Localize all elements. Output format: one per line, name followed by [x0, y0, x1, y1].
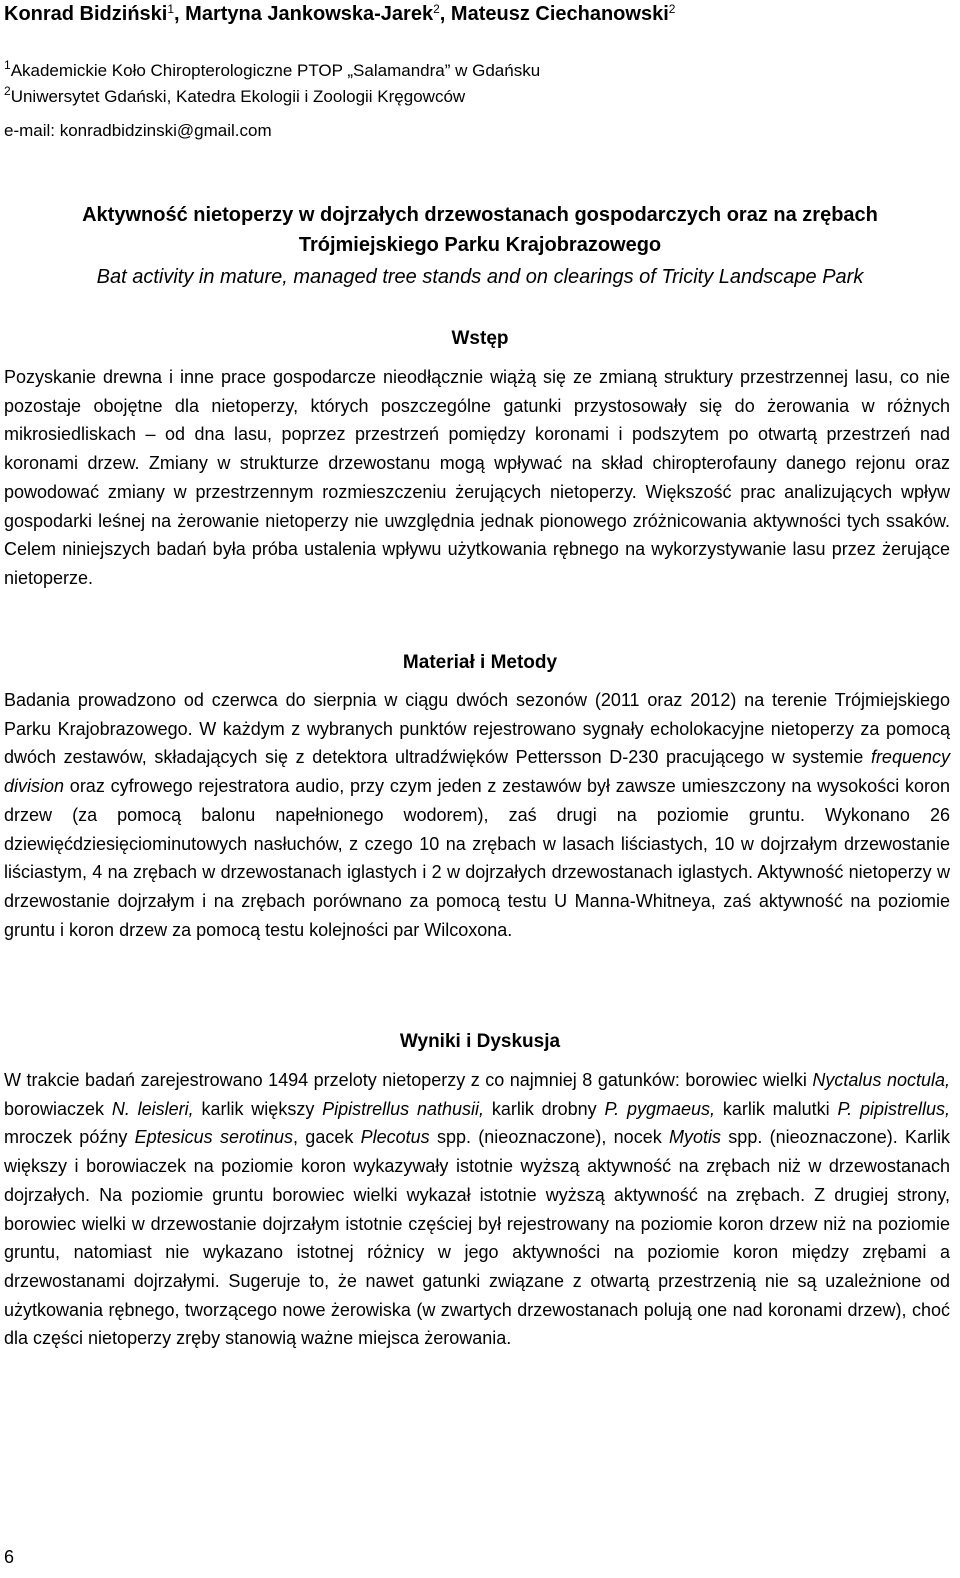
author-name: Martyna Jankowska-Jarek [185, 3, 434, 25]
text-run: W trakcie badań zarejestrowano 1494 przeloty nietoperzy z co najmniej 8 gatunków: borowiec wielki [4, 1070, 813, 1090]
affiliation-marker: 1 [4, 58, 11, 72]
text-run: , gacek [293, 1127, 361, 1148]
text-run: karlik malutki [715, 1098, 838, 1119]
species-name: Plecotus [360, 1127, 430, 1148]
species-name: Myotis [669, 1127, 722, 1148]
affiliation-marker: 2 [4, 84, 11, 98]
english-title: Bat activity in mature, managed tree stands and on clearings of Tricity Landscape Park [96, 266, 864, 288]
affiliation-marker: 2 [433, 2, 440, 16]
section-heading-results: Wyniki i Dyskusja [399, 1031, 561, 1052]
affiliation-1 [4, 60, 540, 82]
affiliation-marker: 1 [167, 2, 175, 16]
italic-term: frequency division [4, 747, 950, 797]
text-run: borowiaczek [4, 1098, 112, 1119]
text-run: spp. (nieoznaczone). Karlik większy i borowiaczek na poziomie koron wykazywały istotnie wyższą aktywność na zrębach niż w drzewostanach dojrzałych. Na poziomie gruntu borowiec wielki wykazał istotnie wyższą aktywność na zrębach. Z drugiej strony, borowiec wielki w drzewostanie dojrzałym istotnie częściej był rejestrowany na poziomie koron drzew niż na poziomie gruntu, natomiast nie wykazano istotnej różnicy w jego aktywności na poziomie koron między zrębami a drzewostanami dojrzałymi. Sugeruje to, że nawet gatunki związane z otwartą przestrzenią nie są uzależnione od użytkowania rębnego, tworzącego nowe żerowiska (w zwartych drzewostanach polują one nad koronami drzew), choć dla części nietoperzy zręby stanowią ważne miejsca żerowania. [4, 1127, 951, 1349]
author-separator: , [174, 3, 186, 25]
species-name: N. leisleri, [111, 1098, 194, 1119]
species-name: Pipistrellus nathusii, [322, 1098, 485, 1119]
results-paragraph [4, 1066, 950, 1353]
title-line-2: Trójmiejskiego Parku Krajobrazowego [298, 234, 662, 256]
author-name: Konrad Bidziński [4, 3, 168, 25]
section-heading-methods: Materiał i Metody [402, 652, 558, 673]
author-separator: , [439, 3, 451, 25]
species-name: Nyctalus noctula, [812, 1070, 950, 1090]
affiliation-text: Akademickie Koło Chiropterologiczne PTOP „Salamandra” w Gdańsku [10, 61, 541, 80]
email-line: e-mail: konradbidzinski@gmail.com [4, 121, 272, 140]
text-run: karlik drobny [484, 1098, 605, 1119]
text-run: oraz cyfrowego rejestratora audio, przy czym jeden z zestawów był zawsze umieszczony na wysokości koron drzew (za pomocą balonu napełnionego wodorem), zaś drugi na poziomie gruntu. Wykonano 26 dziewięćdziesięciominutowych nasłuchów, z czego 10 na zrębach w lasach liściastych, 10 w dojrzałym drzewostanie liściastym, 4 na zrębach w drzewostanach iglastych i 2 w dojrzałych drzewostanach iglastych. Aktywność nietoperzy w drzewostanie dojrzałym i na zrębach porównano za pomocą testu U Manna-Whitneya, zaś aktywność na poziomie gruntu i koron drzew za pomocą testu kolejności par Wilcoxona. [4, 776, 950, 940]
text-run: spp. (nieoznaczone), nocek [429, 1127, 669, 1148]
affiliation-text: Uniwersytet Gdański, Katedra Ekologii i Zoologii Kręgowców [10, 87, 466, 106]
affiliation-marker: 2 [668, 2, 676, 16]
text-run: mroczek późny [4, 1127, 135, 1148]
section-heading-intro: Wstęp [451, 328, 509, 349]
species-name: P. pipistrellus, [837, 1098, 951, 1119]
species-name: P. pygmaeus, [604, 1098, 716, 1119]
text-run: karlik większy [193, 1098, 323, 1119]
intro-paragraph: Pozyskanie drewna i inne prace gospodarcze nieodłącznie wiążą się ze zmianą struktury przestrzennej lasu, co nie pozostaje obojętne dla nietoperzy, których poszczególne gatunki przystosowały się do żerowania w różnych mikrosiedliskach – od dna lasu, poprzez przestrzeń pomiędzy koronami i podszytem po otwartą przestrzeń nad koronami drzew. Zmiany w strukturze drzewostanu mogą wpływać na skład chiropterofauny danego rejonu oraz powodować zmiany w przestrzennym rozmieszczeniu żerujących nietoperzy. Większość prac analizujących wpływ gospodarki leśnej na żerowanie nietoperzy nie uwzględnia jednak pionowego zróżnicowania aktywności tych ssaków. Celem niniejszych badań była próba ustalenia wpływu użytkowania rębnego na wykorzystywanie lasu przez żerujące nietoperze. [4, 367, 950, 588]
author-line [4, 2, 675, 26]
species-name: Eptesicus serotinus [134, 1127, 294, 1148]
methods-paragraph [4, 686, 950, 944]
title-line-1: Aktywność nietoperzy w dojrzałych drzewostanach gospodarczych oraz na zrębach [82, 204, 878, 226]
author-name: Mateusz Ciechanowski [450, 3, 669, 25]
page-number: 6 [4, 1547, 15, 1567]
text-run: Badania prowadzono od czerwca do sierpnia w ciągu dwóch sezonów (2011 oraz 2012) na terenie Trójmiejskiego Parku Krajobrazowego. W każdym z wybranych punktów rejestrowano sygnały echolokacyjne nietoperzy za pomocą dwóch zestawów, składających się z detektora ultradźwięków Pettersson D-230 pracującego w systemie [4, 690, 950, 768]
affiliation-2 [4, 86, 465, 108]
paper-title [0, 200, 960, 260]
